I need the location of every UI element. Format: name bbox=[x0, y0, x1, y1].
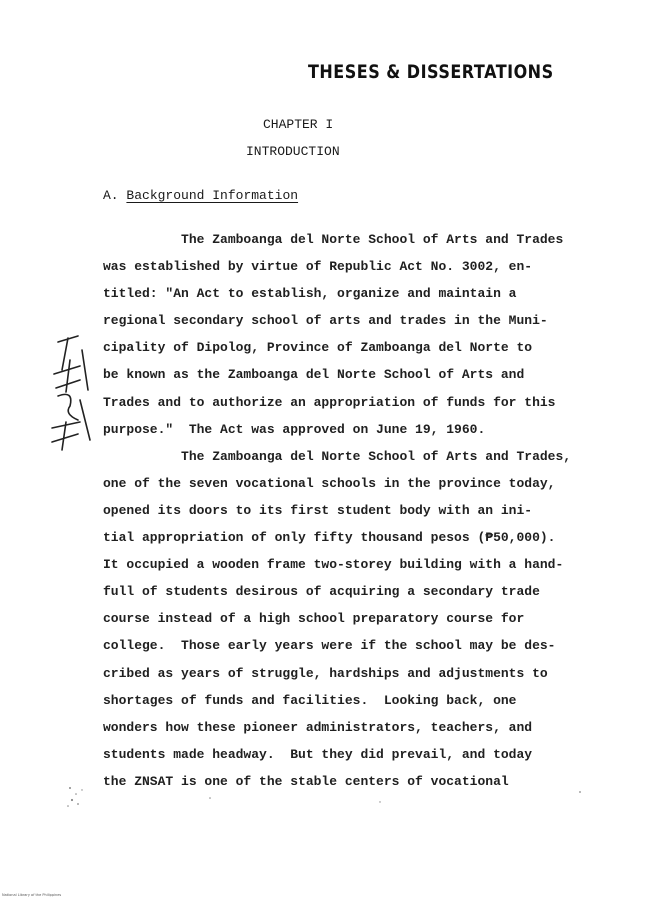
handwritten-note-text: 174 R+Z bbox=[40, 458, 45, 459]
body-line: wonders how these pioneer administrators, teachers, and bbox=[103, 719, 533, 735]
section-heading bbox=[103, 188, 298, 203]
body-line: college. Those early years were if the school may be des- bbox=[103, 638, 556, 654]
body-line: be known as the Zamboanga del Norte School of Arts and bbox=[103, 367, 525, 383]
body-line: cipality of Dipolog, Province of Zamboanga del Norte to bbox=[103, 340, 533, 356]
body-line: shortages of funds and facilities. Looking back, one bbox=[103, 692, 517, 708]
body-line: opened its doors to its first student body with an ini- bbox=[103, 502, 533, 518]
theses-dissertations-stamp: THESES & DISSERTATIONS bbox=[308, 60, 554, 83]
scan-noise bbox=[60, 780, 620, 810]
body-line: was established by virtue of Republic Act No. 3002, en- bbox=[103, 259, 533, 275]
section-heading-text: Background Information bbox=[126, 188, 299, 203]
chapter-number: CHAPTER I bbox=[263, 117, 334, 132]
body-line: The Zamboanga del Norte School of Arts and Trades, bbox=[103, 448, 572, 464]
footer-note: National Library of the Philippines bbox=[2, 893, 62, 897]
chapter-title: INTRODUCTION bbox=[246, 144, 340, 159]
body-line: The Zamboanga del Norte School of Arts and Trades bbox=[103, 232, 564, 247]
body-line: course instead of a high school preparatory course for bbox=[103, 611, 525, 627]
body-line: purpose." The Act was approved on June 19, 1960. bbox=[103, 421, 486, 437]
body-line: It occupied a wooden frame two-storey building with a hand- bbox=[103, 557, 564, 573]
body-line: the ZNSAT is one of the stable centers of vocational bbox=[103, 773, 509, 789]
body-line: Trades and to authorize an appropriation of funds for this bbox=[103, 394, 556, 410]
body-line: full of students desirous of acquiring a secondary trade bbox=[103, 584, 540, 600]
section-letter: A. bbox=[103, 188, 119, 203]
handwritten-annotation bbox=[40, 330, 100, 460]
body-line: students made headway. But they did prevail, and today bbox=[103, 746, 533, 762]
body-line: titled: "An Act to establish, organize and maintain a bbox=[103, 286, 517, 302]
body-text bbox=[103, 229, 603, 798]
body-line: cribed as years of struggle, hardships and adjustments to bbox=[103, 665, 548, 681]
body-line: regional secondary school of arts and trades in the Muni- bbox=[103, 313, 548, 329]
body-line: one of the seven vocational schools in the province today, bbox=[103, 475, 556, 491]
body-line: tial appropriation of only fifty thousand pesos (₱50,000). bbox=[103, 530, 556, 546]
